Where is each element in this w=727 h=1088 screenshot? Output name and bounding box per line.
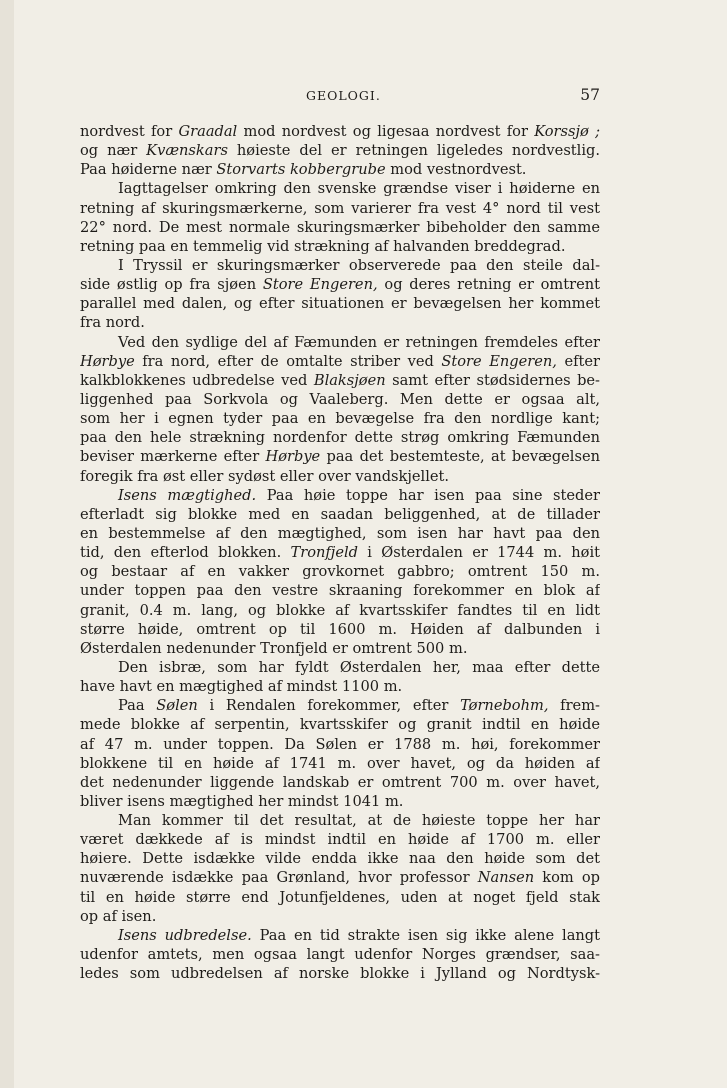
- text-run: side østlig op fra sjøen: [80, 276, 263, 294]
- text-line: [80, 964, 600, 983]
- italic-run: Nansen: [477, 869, 535, 887]
- text-run: Ved den sydlige del af Fæmunden er retningen fremdeles efter: [118, 333, 600, 351]
- italic-run: Store Engeren,: [441, 352, 557, 370]
- text-run: mede blokke af serpentin, kvartsskifer og granit indtil en høide: [80, 716, 600, 734]
- italic-run: Kvænskars: [146, 142, 228, 160]
- text-line: [80, 486, 600, 505]
- italic-run: Isens mægtighed.: [118, 486, 257, 504]
- page-number: 57: [580, 86, 600, 104]
- text-run: i Østerdalen er 1744 m. høit: [357, 544, 600, 562]
- text-line: [80, 792, 600, 811]
- text-line: [80, 524, 600, 543]
- text-run: foregik fra øst eller sydøst eller over vandskjellet.: [80, 467, 450, 485]
- text-run: i Rendalen forekommer, efter: [197, 697, 461, 715]
- text-line: [80, 830, 600, 849]
- text-line: [80, 467, 600, 486]
- text-line: [80, 505, 600, 524]
- text-line: [80, 141, 600, 160]
- text-run: og bestaar af en vakker grovkornet gabbro; omtrent 150 m.: [80, 563, 600, 581]
- text-run: Paa høie toppe har isen paa sine steder: [256, 486, 600, 504]
- text-run: Paa en tid strakte isen sig ikke alene langt: [251, 926, 600, 944]
- text-line: [80, 275, 600, 294]
- text-run: tid, den efterlod blokken.: [80, 544, 291, 562]
- text-line: [80, 313, 600, 332]
- text-run: parallel med dalen, og efter situationen er bevægelsen her kommet: [80, 295, 600, 313]
- text-run: større høide, omtrent op til 1600 m. Høiden af dalbunden i: [80, 620, 600, 638]
- text-line: [80, 581, 600, 600]
- text-run: I Tryssil er skuringsmærker observerede paa den steile dal-: [118, 256, 600, 274]
- text-run: paa det bestemteste, at bevægelsen: [320, 448, 600, 466]
- text-run: det nedenunder liggende landskab er omtrent 700 m. over havet,: [80, 773, 600, 791]
- text-run: Den isbræ, som har fyldt Østerdalen her, maa efter dette: [118, 658, 600, 676]
- text-run: ledes som udbredelsen af norske blokke i Jylland og Nordtysk-: [80, 965, 600, 983]
- text-line: [80, 601, 600, 620]
- text-run: retning paa en temmelig vid strækning af halvanden breddegrad.: [80, 237, 566, 255]
- text-run: beviser mærkerne efter: [80, 448, 266, 466]
- text-line: [80, 888, 600, 907]
- text-line: [80, 160, 600, 179]
- text-line: [80, 352, 600, 371]
- text-run: bliver isens mægtighed her mindst 1041 m.: [80, 792, 404, 810]
- text-run: mod vestnordvest.: [385, 161, 527, 179]
- text-run: retning af skuringsmærkerne, som varierer fra vest 4° nord til vest: [80, 199, 600, 217]
- italic-run: Tronfjeld: [290, 544, 358, 562]
- text-line: [80, 409, 600, 428]
- italic-run: Blaksjøen: [313, 371, 386, 389]
- text-run: af 47 m. under toppen. Da Sølen er 1788 m. høi, forekommer: [80, 735, 600, 753]
- text-run: under toppen paa den vestre skraaning forekommer en blok af: [80, 582, 600, 600]
- text-line: [80, 735, 600, 754]
- italic-run: Hørbye: [80, 352, 135, 370]
- italic-run: Korssjø ;: [534, 123, 600, 140]
- italic-run: Tørnebohm,: [460, 697, 549, 715]
- text-run: blokkene til en høide af 1741 m. over havet, og da høiden af: [80, 754, 600, 772]
- text-run: mod nordvest og ligesaa nordvest for: [237, 123, 535, 140]
- text-run: efterladt sig blokke med en saadan beliggenhed, at de tillader: [80, 505, 600, 523]
- text-line: [80, 294, 600, 313]
- text-run: frem-: [548, 697, 600, 715]
- text-run: til en høide større end Jotunfjeldenes, uden at noget fjeld stak: [80, 888, 600, 906]
- text-line: [80, 199, 600, 218]
- text-line: [80, 639, 600, 658]
- text-line: [80, 945, 600, 964]
- text-line: [80, 237, 600, 256]
- text-run: høiere. Dette isdække vilde endda ikke naa den høide som det: [80, 850, 600, 868]
- text-run: høieste del er retningen ligeledes nordvestlig.: [227, 142, 600, 160]
- text-line: [80, 849, 600, 868]
- text-run: fra nord, efter de omtalte striber ved: [134, 352, 442, 370]
- text-run: granit, 0.4 m. lang, og blokke af kvartsskifer fandtes til en lidt: [80, 601, 600, 619]
- text-run: en bestemmelse af den mægtighed, som isen har havt paa den: [80, 524, 600, 542]
- text-line: [80, 868, 600, 887]
- text-run: fra nord.: [80, 314, 145, 332]
- italic-run: Storvarts kobbergrube: [216, 161, 386, 179]
- page-header: [80, 88, 600, 108]
- text-run: samt efter stødsidernes be-: [385, 371, 600, 389]
- text-line: [80, 218, 600, 237]
- text-run: og deres retning er omtrent: [377, 276, 600, 294]
- text-line: [80, 907, 600, 926]
- page-edge: [0, 0, 14, 1088]
- text-run: have havt en mægtighed af mindst 1100 m.: [80, 678, 403, 696]
- text-line: [80, 256, 600, 275]
- body-text: [80, 122, 600, 983]
- text-run: op af isen.: [80, 907, 157, 925]
- text-line: [80, 754, 600, 773]
- text-run: Paa høiderne nær: [80, 161, 217, 179]
- text-run: Man kommer til det resultat, at de høieste toppe her har: [118, 812, 600, 830]
- text-run: nordvest for: [80, 123, 179, 140]
- text-line: [80, 371, 600, 390]
- text-run: liggenhed paa Sorkvola og Vaaleberg. Men dette er ogsaa alt,: [80, 390, 600, 408]
- text-line: [80, 179, 600, 198]
- text-line: [80, 333, 600, 352]
- italic-run: Hørbye: [265, 448, 321, 466]
- text-line: [80, 658, 600, 677]
- text-line: [80, 773, 600, 792]
- text-run: paa den hele strækning nordenfor dette strøg omkring Fæmunden: [80, 429, 600, 447]
- text-run: efter: [556, 352, 600, 370]
- text-run: og nær: [80, 142, 147, 160]
- text-line: [80, 428, 600, 447]
- text-run: været dækkede af is mindst indtil en høide af 1700 m. eller: [80, 831, 600, 849]
- italic-run: Sølen: [156, 697, 198, 715]
- text-line: [80, 122, 600, 141]
- text-line: [80, 390, 600, 409]
- text-run: Paa: [118, 697, 157, 715]
- text-run: kom op: [534, 869, 600, 887]
- text-run: nuværende isdække paa Grønland, hvor professor: [80, 869, 478, 887]
- text-run: kalkblokkenes udbredelse ved: [80, 371, 314, 389]
- text-line: [80, 543, 600, 562]
- text-line: [80, 926, 600, 945]
- italic-run: Graadal: [178, 123, 238, 140]
- text-run: som her i egnen tyder paa en bevægelse fra den nordlige kant;: [80, 410, 600, 428]
- text-run: 22° nord. De mest normale skuringsmærker bibeholder den samme: [80, 218, 600, 236]
- text-run: udenfor amtets, men ogsaa langt udenfor Norges grændser, saa-: [80, 946, 600, 964]
- running-head: GEOLOGI.: [306, 88, 381, 103]
- text-line: [80, 620, 600, 639]
- text-line: [80, 715, 600, 734]
- text-run: Østerdalen nedenunder Tronfjeld er omtrent 500 m.: [80, 639, 468, 657]
- text-line: [80, 811, 600, 830]
- text-line: [80, 562, 600, 581]
- text-line: [80, 696, 600, 715]
- text-run: Iagttagelser omkring den svenske grændse viser i høiderne en: [118, 180, 600, 198]
- italic-run: Isens udbredelse.: [118, 926, 252, 944]
- text-line: [80, 447, 600, 466]
- italic-run: Store Engeren,: [262, 276, 378, 294]
- text-line: [80, 677, 600, 696]
